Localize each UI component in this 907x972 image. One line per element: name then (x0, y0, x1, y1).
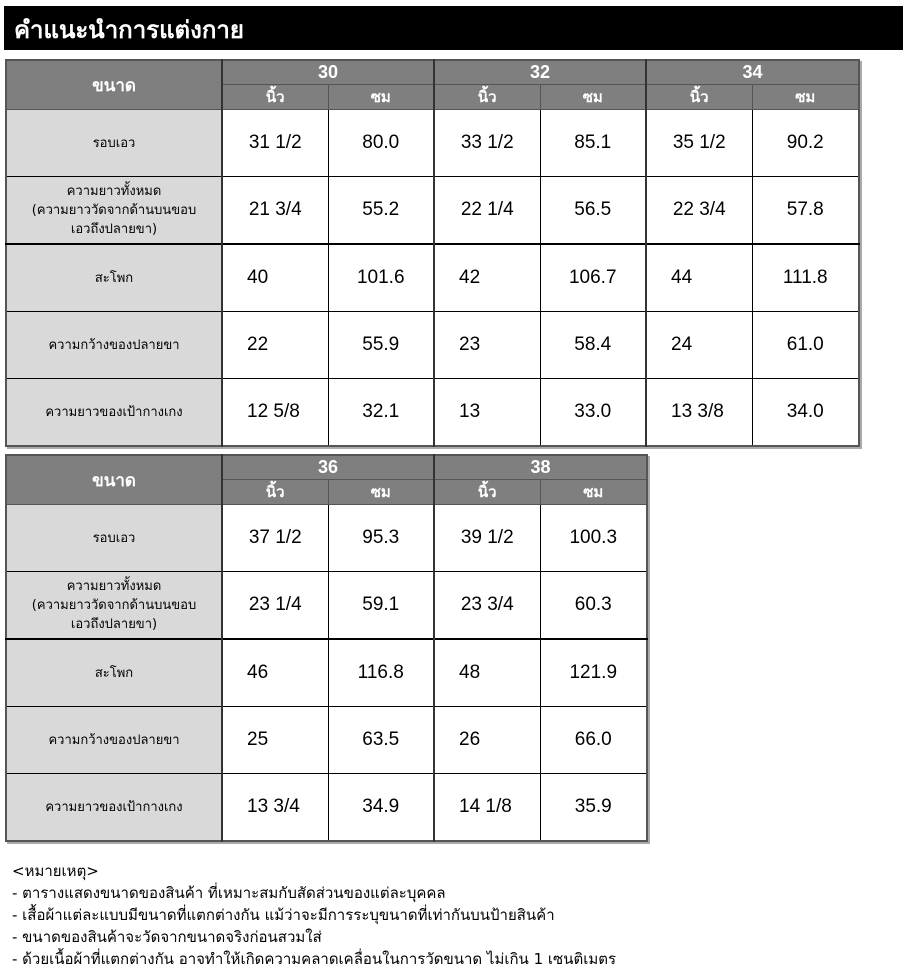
unit-cm-header: ซม (328, 85, 434, 110)
row-label: ความกว้างของปลายขา (6, 312, 222, 379)
value-inch-cell: 37 1/2 (222, 505, 328, 572)
value-inch-cell: 33 1/2 (434, 110, 540, 177)
size-column-header: 38 (434, 455, 647, 480)
unit-cm-header: ซม (540, 480, 647, 505)
value-cm-cell: 57.8 (752, 177, 859, 245)
unit-inch-header: นิ้ว (434, 85, 540, 110)
size-column-header: 34 (646, 60, 859, 85)
size-chart-table-1 (5, 59, 860, 447)
note-item: - เสื้อผ้าแต่ละแบบมีขนาดที่แตกต่างกัน แม้ว่าจะมีการระบุขนาดที่เท่ากันบนป้ายสินค้า (12, 906, 555, 924)
value-cm-cell: 63.5 (328, 707, 434, 774)
value-inch-cell: 23 3/4 (434, 572, 540, 640)
row-label: ความกว้างของปลายขา (6, 707, 222, 774)
size-chart-table-2 (5, 454, 648, 842)
value-cm-cell: 59.1 (328, 572, 434, 640)
table-row (6, 379, 859, 447)
value-cm-cell: 33.0 (540, 379, 646, 447)
table-row (6, 177, 859, 245)
page-title: คำแนะนำการแต่งกาย (4, 6, 903, 50)
value-inch-cell: 22 (222, 312, 328, 379)
value-cm-cell: 85.1 (540, 110, 646, 177)
value-cm-cell: 106.7 (540, 244, 646, 312)
table-row (6, 774, 647, 842)
table-row (6, 639, 647, 707)
value-cm-cell: 35.9 (540, 774, 647, 842)
value-inch-cell: 13 (434, 379, 540, 447)
row-label: รอบเอว (6, 110, 222, 177)
unit-cm-header: ซม (540, 85, 646, 110)
value-inch-cell: 13 3/8 (646, 379, 752, 447)
size-header: ขนาด (6, 60, 222, 110)
table-row (6, 572, 647, 640)
value-inch-cell: 23 1/4 (222, 572, 328, 640)
value-inch-cell: 44 (646, 244, 752, 312)
value-cm-cell: 32.1 (328, 379, 434, 447)
unit-inch-header: นิ้ว (222, 85, 328, 110)
table-row (6, 505, 647, 572)
row-label: ความยาวของเป้ากางเกง (6, 379, 222, 447)
row-label: ความยาวทั้งหมด (ความยาววัดจากด้านบนขอบ เอวถึงปลายขา) (6, 177, 222, 245)
table-row (6, 707, 647, 774)
value-cm-cell: 56.5 (540, 177, 646, 245)
note-item: - ขนาดของสินค้าจะวัดจากขนาดจริงก่อนสวมใส่ (12, 928, 322, 946)
value-inch-cell: 14 1/8 (434, 774, 540, 842)
row-label: ความยาวทั้งหมด (ความยาววัดจากด้านบนขอบ เอวถึงปลายขา) (6, 572, 222, 640)
row-label: รอบเอว (6, 505, 222, 572)
value-cm-cell: 100.3 (540, 505, 647, 572)
value-cm-cell: 60.3 (540, 572, 647, 640)
value-cm-cell: 121.9 (540, 639, 647, 707)
row-label: สะโพก (6, 639, 222, 707)
value-cm-cell: 116.8 (328, 639, 434, 707)
value-cm-cell: 61.0 (752, 312, 859, 379)
value-inch-cell: 12 5/8 (222, 379, 328, 447)
value-inch-cell: 25 (222, 707, 328, 774)
table-row (6, 110, 859, 177)
value-inch-cell: 22 3/4 (646, 177, 752, 245)
value-inch-cell: 21 3/4 (222, 177, 328, 245)
unit-inch-header: นิ้ว (222, 480, 328, 505)
value-cm-cell: 66.0 (540, 707, 647, 774)
value-cm-cell: 58.4 (540, 312, 646, 379)
value-inch-cell: 31 1/2 (222, 110, 328, 177)
unit-cm-header: ซม (328, 480, 434, 505)
notes-list (12, 882, 902, 970)
value-cm-cell: 55.9 (328, 312, 434, 379)
value-inch-cell: 13 3/4 (222, 774, 328, 842)
value-cm-cell: 80.0 (328, 110, 434, 177)
value-cm-cell: 34.9 (328, 774, 434, 842)
value-inch-cell: 42 (434, 244, 540, 312)
value-inch-cell: 39 1/2 (434, 505, 540, 572)
value-inch-cell: 40 (222, 244, 328, 312)
unit-cm-header: ซม (752, 85, 859, 110)
note-item: - ด้วยเนื้อผ้าที่แตกต่างกัน อาจทำให้เกิดความคลาดเคลื่อนในการวัดขนาด ไม่เกิน 1 เซนติเมตร (12, 950, 617, 968)
notes-section (12, 860, 902, 970)
value-inch-cell: 35 1/2 (646, 110, 752, 177)
value-inch-cell: 46 (222, 639, 328, 707)
value-inch-cell: 22 1/4 (434, 177, 540, 245)
value-inch-cell: 48 (434, 639, 540, 707)
value-inch-cell: 24 (646, 312, 752, 379)
unit-inch-header: นิ้ว (646, 85, 752, 110)
value-inch-cell: 23 (434, 312, 540, 379)
value-cm-cell: 34.0 (752, 379, 859, 447)
value-cm-cell: 90.2 (752, 110, 859, 177)
unit-inch-header: นิ้ว (434, 480, 540, 505)
row-label: สะโพก (6, 244, 222, 312)
row-label: ความยาวของเป้ากางเกง (6, 774, 222, 842)
value-cm-cell: 111.8 (752, 244, 859, 312)
value-cm-cell: 95.3 (328, 505, 434, 572)
notes-heading: <หมายเหตุ> (12, 862, 99, 880)
value-cm-cell: 101.6 (328, 244, 434, 312)
value-inch-cell: 26 (434, 707, 540, 774)
table-row (6, 312, 859, 379)
size-header: ขนาด (6, 455, 222, 505)
size-column-header: 36 (222, 455, 434, 480)
size-column-header: 30 (222, 60, 434, 85)
note-item: - ตารางแสดงขนาดของสินค้า ที่เหมาะสมกับสัดส่วนของแต่ละบุคคล (12, 884, 446, 902)
size-column-header: 32 (434, 60, 646, 85)
table-row (6, 244, 859, 312)
value-cm-cell: 55.2 (328, 177, 434, 245)
